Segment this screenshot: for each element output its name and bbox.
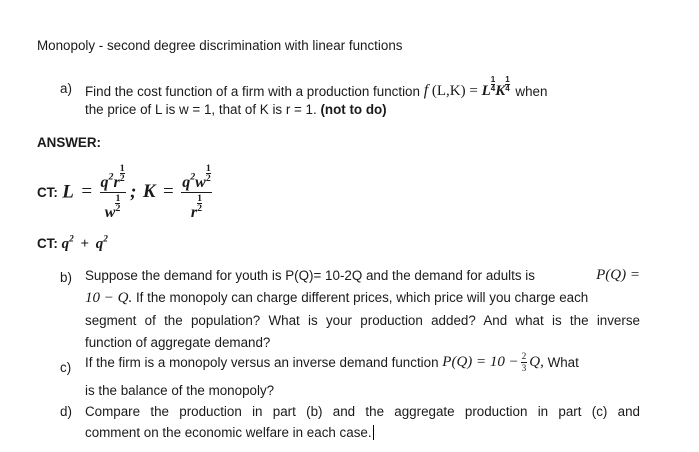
ct-fraction-K-denominator: r $\frac{1}{2}$: [190, 192, 203, 221]
part-d-line1: Compare the production in part (b) and the aggregate production in part (c) and: [85, 404, 640, 419]
part-b-line2-math: 10 − Q.: [85, 290, 133, 306]
ct-fraction-K-numerator: $q^2w$ $\frac{1}{2}$: [182, 163, 211, 191]
ct-fraction-L-numerator: $q^2r$ $\frac{1}{2}$: [100, 163, 125, 191]
part-c-fraction: $\frac{2}{3}$: [521, 351, 527, 373]
production-function-f: f: [423, 82, 429, 100]
cost-total-equation: [37, 236, 108, 253]
ct-L: L: [62, 181, 74, 203]
text-cursor[interactable]: [373, 425, 374, 440]
production-K: K: [495, 83, 506, 100]
part-c-line1-text: If the firm is a monopoly versus an inverse demand function: [85, 355, 439, 370]
ct2-plus: +: [80, 236, 90, 252]
part-c-label: c): [60, 360, 72, 375]
part-c-math-b: Q,: [529, 354, 544, 370]
part-d-line2-text: comment on the economic welfare in each case.: [85, 425, 372, 440]
part-c-line1-end: What: [547, 355, 579, 370]
production-L: L: [481, 83, 491, 100]
part-a-line2: [85, 102, 387, 117]
part-b-line2-text: If the monopoly can charge different prices, which price will you charge each: [135, 290, 589, 305]
part-c-line2: is the balance of the monopoly?: [85, 383, 275, 398]
part-b-line1: [85, 268, 640, 283]
part-b-line4: function of aggregate demand?: [85, 335, 271, 350]
ct-fraction-K: [181, 164, 212, 221]
ct-equals-2: =: [163, 181, 174, 203]
ct-equals-1: =: [81, 181, 93, 203]
ct-fraction-L-denominator: w $\frac{1}{2}$: [104, 192, 121, 221]
part-b-line3: segment of the population? What is your production added? And what is the inverse: [85, 313, 640, 328]
part-a-text: Find the cost function of a firm with a production function: [85, 84, 420, 100]
part-a-when: when: [515, 84, 548, 100]
part-c-math-a: P(Q) = 10 −: [442, 354, 519, 370]
production-function-args: (L,K) =: [431, 83, 478, 100]
cost-function-equation: [37, 164, 212, 221]
ct-K: K: [142, 181, 156, 203]
ct2-prefix: CT:: [37, 236, 58, 251]
part-a-label: a): [60, 81, 72, 96]
document-title: Monopoly - second degree discrimination with linear functions: [37, 38, 403, 53]
part-d-label: d): [60, 404, 72, 419]
ct2-term1: $q^2$: [61, 234, 74, 252]
part-a-line2-text: the price of L is w = 1, that of K is r = 1.: [85, 102, 317, 117]
part-b-label: b): [60, 270, 72, 285]
ct-fraction-L: [100, 164, 126, 221]
part-a-line1: [85, 76, 547, 100]
part-b-line1-math: P(Q) =: [596, 267, 640, 283]
part-b-line1-text: Suppose the demand for youth is P(Q)= 10-2Q and the demand for adults is: [85, 268, 535, 283]
exponent-K: $\frac{1}{4}$: [505, 75, 510, 93]
part-d-line2: [85, 425, 374, 440]
ct-separator: ;: [130, 181, 137, 203]
ct2-term2: $q^2$: [95, 234, 108, 252]
ct-prefix: CT:: [37, 184, 58, 200]
answer-heading: ANSWER:: [37, 135, 101, 150]
part-c-line1: [85, 352, 579, 373]
not-to-do-note: (not to do): [320, 102, 387, 117]
part-b-line2: [85, 290, 640, 307]
exponent-L: $\frac{1}{4}$: [490, 75, 496, 93]
